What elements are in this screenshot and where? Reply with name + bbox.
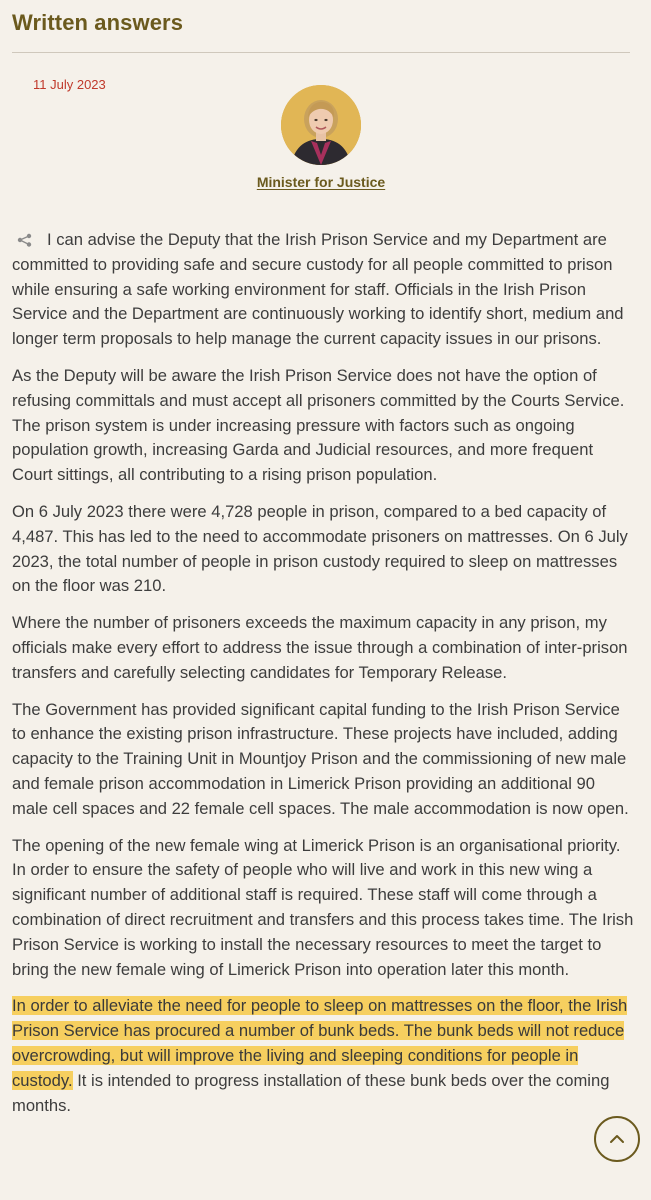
answer-paragraph-3: On 6 July 2023 there were 4,728 people in prison, compared to a bed capacity of 4,487. This has led to the need to accommodate prisoners on mattresses. On 6 July 2023, the total number of people in prison custody required to sleep on mattresses on the floor was 210. [12, 501, 628, 596]
highlighted-text: In order to alleviate the need for people to sleep on mattresses on the floor, the Irish Prison Service has procured a number of bunk beds. The bunk beds will not reduce overcrowding, but will improve the living and sleeping conditions for people in custody. [12, 996, 628, 1090]
chevron-up-icon [609, 1131, 625, 1147]
answer-paragraph-6: The opening of the new female wing at Limerick Prison is an organisational priority. In order to ensure the safety of people who will live and work in this new wing a significant number of additional staff is required. These staff will come through a combination of direct recruitment and transfers and this process takes time. The Irish Prison Service is working to install the necessary resources to meet the target to bring the new female wing of Limerick Prison into operation later this month. [12, 835, 634, 979]
answer-paragraph-4: Where the number of prisoners exceeds the maximum capacity in any prison, my officials make every effort to address the issue through a combination of inter-prison transfers and carefully selecting candidates for Temporary Release. [12, 613, 628, 682]
answer-paragraph-2: As the Deputy will be aware the Irish Prison Service does not have the option of refusing committals and must accept all prisoners committed by the Courts Service. The prison system is under increasing pressure with factors such as ongoing population growth, increasing Garda and Judicial resources, and more frequent Court sittings, all contributing to a rising prison population. [12, 365, 625, 485]
minister-portrait [281, 85, 361, 165]
title-divider [12, 52, 630, 53]
paragraph-remainder: It is intended to progress installation of these bunk beds over the coming months. [12, 1070, 610, 1115]
answer-paragraph-7 [12, 994, 634, 1118]
minister-link[interactable]: Minister for Justice [256, 174, 386, 190]
answer-date: 11 July 2023 [33, 77, 106, 92]
avatar[interactable] [281, 85, 361, 165]
answer-body [12, 228, 634, 1130]
scroll-to-top-button[interactable] [594, 1116, 640, 1162]
page-title: Written answers [12, 10, 184, 35]
answer-paragraph-1: I can advise the Deputy that the Irish Prison Service and my Department are committed to providing safe and secure custody for all people committed to prison while ensuring a safe working environment for staff. Officials in the Irish Prison Service and the Department are continuously working to identify short, medium and longer term proposals to help manage the current capacity issues in our prisons. [12, 230, 624, 349]
answer-paragraph-5: The Government has provided significant capital funding to the Irish Prison Service to enhance the existing prison infrastructure. These projects have included, adding capacity to the Training Unit in Mountjoy Prison and the commissioning of new male and female prison accommodation in Limerick Prison providing an additional 90 male cell spaces and 22 female cell spaces. The male accommodation is now open. [12, 699, 629, 818]
